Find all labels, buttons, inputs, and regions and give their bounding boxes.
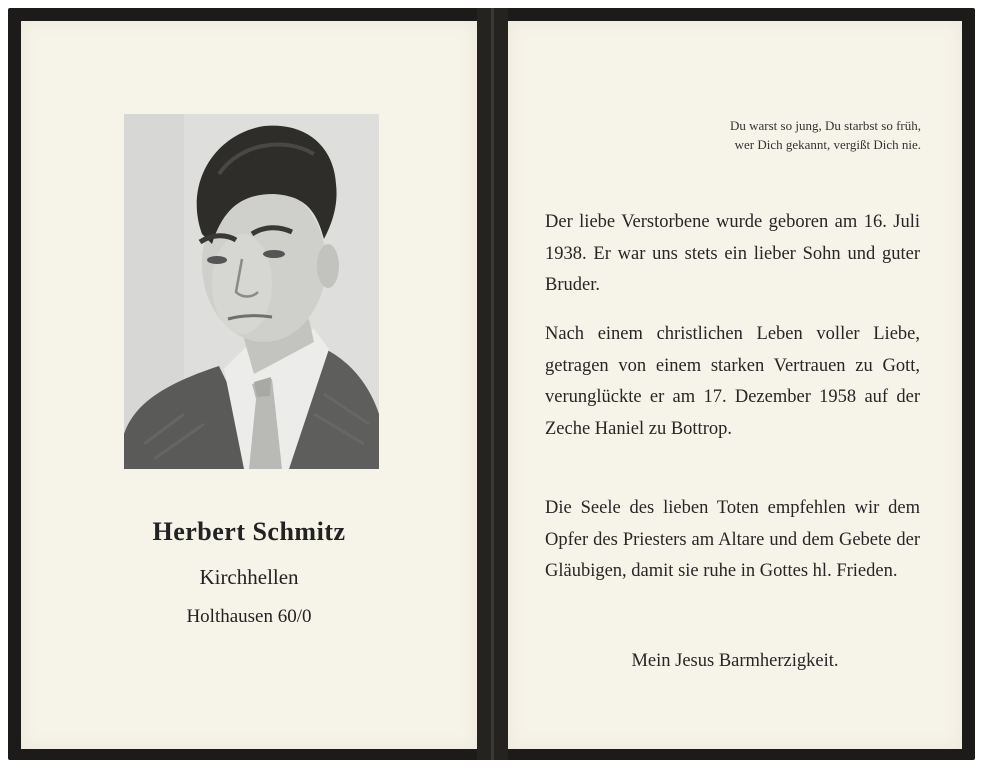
- paragraph-prayer: Die Seele des lieben Toten empfehlen wir dem Opfer des Priesters am Altare und dem Gebete der Gläubigen, damit sie ruhe in Gottes hl. Frieden.: [545, 498, 920, 581]
- fold-gutter: [477, 8, 508, 760]
- paragraph-birth: Der liebe Verstorbene wurde geboren am 16. Juli 1938. Er war uns stets ein lieber Sohn und guter Bruder.: [545, 212, 920, 295]
- paragraph-death: Nach einem christlichen Leben voller Liebe, getragen von einem starken Vertrauen zu Gott, verunglückte er am 17. Dezember 1958 auf der Zeche Haniel zu Bottrop.: [545, 324, 920, 439]
- right-panel: [508, 21, 962, 749]
- closing-line: Mein Jesus Barmherzigkeit.: [631, 651, 839, 671]
- poem-line-1: Du warst so jung, Du starbst so früh,: [729, 118, 921, 133]
- portrait-illustration: [124, 114, 379, 469]
- left-panel: [21, 21, 477, 749]
- address: Holthausen 60/0: [186, 606, 312, 627]
- deceased-name: Herbert Schmitz: [152, 517, 346, 546]
- place-name: Kirchhellen: [199, 565, 299, 589]
- portrait-photo: [124, 114, 379, 469]
- poem: [730, 116, 921, 154]
- poem-line-2: wer Dich gekannt, vergißt Dich nie.: [734, 137, 921, 152]
- memorial-card: [8, 8, 975, 760]
